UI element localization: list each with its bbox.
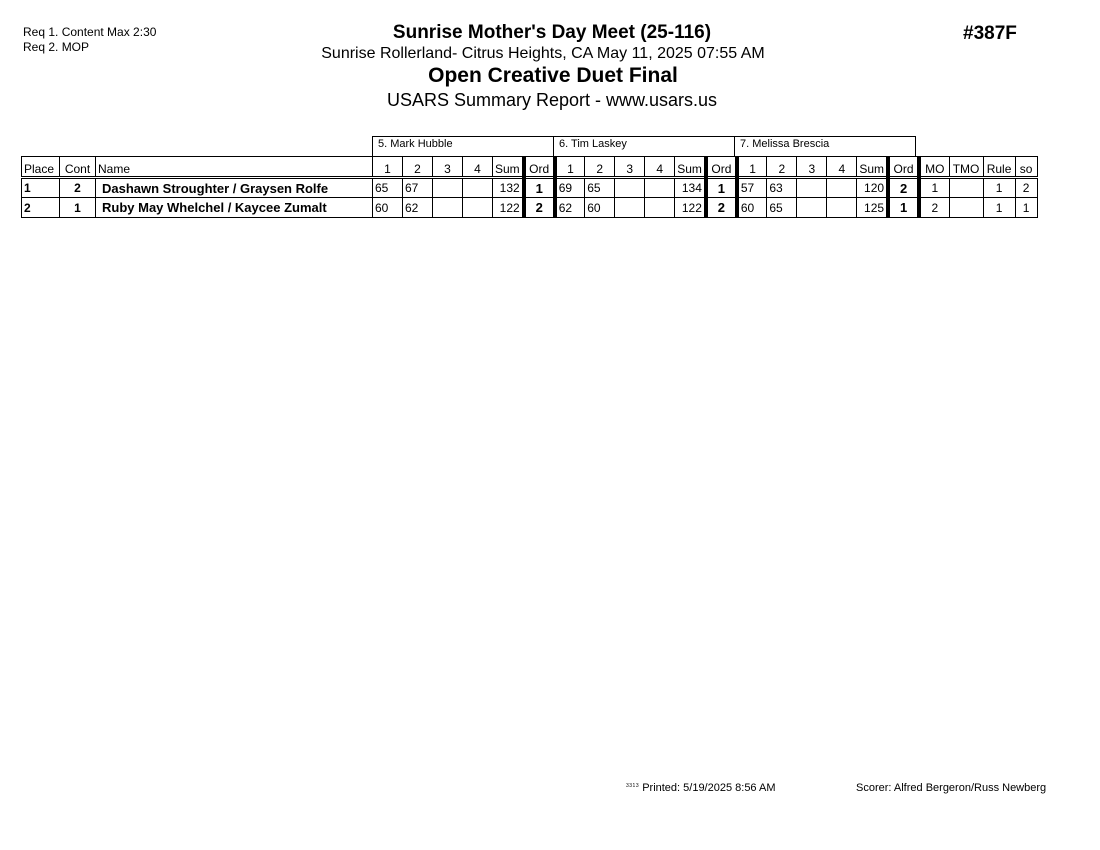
j6-score-1: 69 xyxy=(555,178,585,198)
judge-header-7: 7. Melissa Brescia xyxy=(734,136,916,156)
col-name: Name xyxy=(96,157,373,178)
col-j6-s4: 4 xyxy=(645,157,675,178)
j7-score-3 xyxy=(797,198,827,218)
col-j7-ord: Ord xyxy=(888,157,919,178)
j6-score-4 xyxy=(645,198,675,218)
judge-header-6: 6. Tim Laskey xyxy=(553,136,735,156)
mo-cell: 1 xyxy=(919,178,949,198)
j6-score-3 xyxy=(615,198,645,218)
col-tmo: TMO xyxy=(949,157,983,178)
so-cell: 2 xyxy=(1015,178,1037,198)
j7-score-1: 57 xyxy=(737,178,767,198)
table-row xyxy=(22,178,1038,198)
j5-ord: 2 xyxy=(524,198,555,218)
mo-cell: 2 xyxy=(919,198,949,218)
col-j7-sum: Sum xyxy=(857,157,888,178)
j7-score-2: 63 xyxy=(767,178,797,198)
j6-score-2: 65 xyxy=(585,178,615,198)
rule-cell: 1 xyxy=(983,198,1015,218)
j7-sum: 125 xyxy=(857,198,888,218)
j6-score-3 xyxy=(615,178,645,198)
col-j5-s1: 1 xyxy=(373,157,403,178)
col-mo: MO xyxy=(919,157,949,178)
footer-small-mark: 3313 xyxy=(626,783,640,789)
requirement-1: Req 1. Content Max 2:30 xyxy=(23,25,157,39)
j5-score-3 xyxy=(433,178,463,198)
j7-score-2: 65 xyxy=(767,198,797,218)
location-date: Sunrise Rollerland- Citrus Heights, CA May 11, 2025 07:55 AM xyxy=(321,45,765,62)
event-code: #387F xyxy=(963,23,1017,44)
col-j7-s4: 4 xyxy=(827,157,857,178)
meet-title: Sunrise Mother's Day Meet (25-116) xyxy=(392,22,712,43)
j7-ord: 1 xyxy=(888,198,919,218)
col-place: Place xyxy=(22,157,60,178)
results-table xyxy=(21,156,1038,218)
judge-header-5: 5. Mark Hubble xyxy=(372,136,554,156)
cont-cell: 2 xyxy=(60,178,96,198)
j5-score-2: 67 xyxy=(403,178,433,198)
place-cell: 2 xyxy=(22,198,60,218)
col-j5-sum: Sum xyxy=(493,157,524,178)
j7-sum: 120 xyxy=(857,178,888,198)
col-j6-s1: 1 xyxy=(555,157,585,178)
col-rule: Rule xyxy=(983,157,1015,178)
so-cell: 1 xyxy=(1015,198,1037,218)
col-j5-s4: 4 xyxy=(463,157,493,178)
j5-ord: 1 xyxy=(524,178,555,198)
place-cell: 1 xyxy=(22,178,60,198)
printed-date: Printed: 5/19/2025 8:56 AM xyxy=(642,782,776,794)
j7-score-4 xyxy=(827,198,857,218)
col-j6-s2: 2 xyxy=(585,157,615,178)
j6-score-1: 62 xyxy=(555,198,585,218)
j5-score-3 xyxy=(433,198,463,218)
cont-cell: 1 xyxy=(60,198,96,218)
j5-score-1: 60 xyxy=(373,198,403,218)
skater-name-cell: Ruby May Whelchel / Kaycee Zumalt xyxy=(96,198,373,218)
j6-score-2: 60 xyxy=(585,198,615,218)
j5-sum: 132 xyxy=(493,178,524,198)
j6-sum: 122 xyxy=(675,198,706,218)
footer-printed xyxy=(626,782,776,794)
table-row xyxy=(22,198,1038,218)
report-title: USARS Summary Report - www.usars.us xyxy=(386,90,718,110)
table-header-row xyxy=(22,157,1038,178)
j6-sum: 134 xyxy=(675,178,706,198)
tmo-cell xyxy=(949,178,983,198)
requirement-2: Req 2. MOP xyxy=(23,40,90,54)
col-so: so xyxy=(1015,157,1037,178)
j7-ord: 2 xyxy=(888,178,919,198)
j6-ord: 2 xyxy=(706,198,737,218)
scorer-label: Scorer: Alfred Bergeron/Russ Newberg xyxy=(856,782,1047,794)
j7-score-4 xyxy=(827,178,857,198)
col-j6-ord: Ord xyxy=(706,157,737,178)
j5-score-4 xyxy=(463,198,493,218)
col-j5-s2: 2 xyxy=(403,157,433,178)
event-title: Open Creative Duet Final xyxy=(428,64,678,87)
j6-score-4 xyxy=(645,178,675,198)
col-j6-sum: Sum xyxy=(675,157,706,178)
j5-score-4 xyxy=(463,178,493,198)
j7-score-3 xyxy=(797,178,827,198)
col-j5-ord: Ord xyxy=(524,157,555,178)
rule-cell: 1 xyxy=(983,178,1015,198)
col-j7-s3: 3 xyxy=(797,157,827,178)
j7-score-1: 60 xyxy=(737,198,767,218)
j5-score-2: 62 xyxy=(403,198,433,218)
j5-score-1: 65 xyxy=(373,178,403,198)
col-j7-s1: 1 xyxy=(737,157,767,178)
j6-ord: 1 xyxy=(706,178,737,198)
skater-name-cell: Dashawn Stroughter / Graysen Rolfe xyxy=(96,178,373,198)
col-j5-s3: 3 xyxy=(433,157,463,178)
j5-sum: 122 xyxy=(493,198,524,218)
col-j6-s3: 3 xyxy=(615,157,645,178)
col-cont: Cont xyxy=(60,157,96,178)
col-j7-s2: 2 xyxy=(767,157,797,178)
tmo-cell xyxy=(949,198,983,218)
